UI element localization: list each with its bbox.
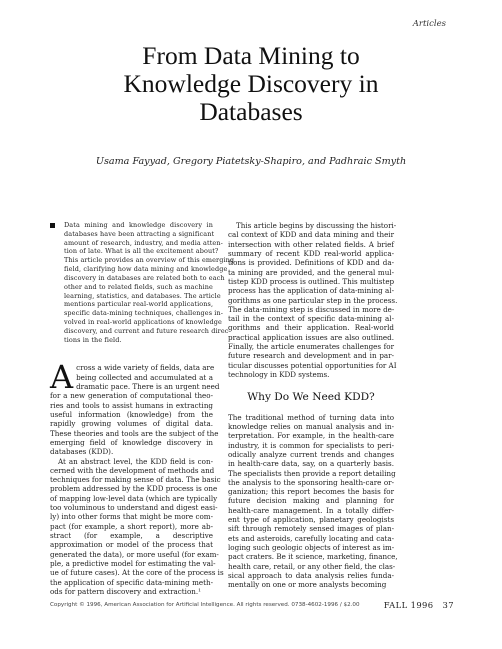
text-line: future research and development and in par- bbox=[228, 351, 394, 361]
title-line: From Data Mining to bbox=[142, 41, 360, 70]
text-line: generated the data), or more useful (for exam- bbox=[50, 549, 219, 559]
text-line: problem addressed by the KDD process is one bbox=[50, 484, 218, 494]
copyright-notice: Copyright © 1996, American Association for Artificial Intelligence. All rights reserved. 0738-4602-1996 / $2.00 bbox=[50, 602, 360, 608]
text-line: gorithms and their application. Real-world bbox=[228, 323, 394, 333]
text-line: pact (for example, a short report), more ab- bbox=[50, 521, 213, 531]
title-line: Databases bbox=[199, 97, 303, 126]
page-footer bbox=[384, 600, 454, 610]
text-line: ly) into other forms that might be more com- bbox=[50, 512, 213, 522]
text-line: intersection with other related fields. A brief bbox=[228, 239, 394, 249]
text-line: Data mining and knowledge discovery in bbox=[64, 221, 213, 229]
text-line: for a new generation of computational theo- bbox=[50, 391, 213, 401]
paragraph bbox=[50, 456, 224, 597]
author-list: Usama Fayyad, Gregory Piatetsky-Shapiro, and Padhraic Smyth bbox=[95, 156, 407, 167]
paragraph bbox=[228, 412, 398, 590]
text-line: health-care management. In a totally differ- bbox=[228, 505, 394, 515]
text-line: Finally, the article enumerates challenges for bbox=[228, 342, 394, 352]
text-line: summary of recent KDD real-world applica- bbox=[228, 248, 394, 258]
text-line: industry, it is common for specialists to peri- bbox=[228, 440, 394, 450]
text-line: ganization; this report becomes the basis for bbox=[228, 487, 394, 497]
text-line: volved in real-world applications of knowledge bbox=[64, 317, 222, 326]
page-number: 37 bbox=[442, 600, 454, 610]
text-line: These theories and tools are the subject of the bbox=[50, 428, 219, 438]
text-line: the application of specific data-mining meth- bbox=[50, 577, 213, 587]
text-line: amount of research, industry, and media atten- bbox=[64, 238, 223, 247]
text-line: knowledge relies on manual analysis and in- bbox=[228, 421, 394, 431]
issue-label: FALL 1996 bbox=[383, 600, 434, 610]
text-line: tistep KDD process is outlined. This multistep bbox=[228, 276, 395, 286]
intro-text bbox=[50, 358, 220, 457]
text-line: emerging field of knowledge discovery in bbox=[50, 437, 213, 447]
abstract-bullet-icon bbox=[50, 223, 55, 228]
text-line: discovery in databases are related both to each bbox=[64, 273, 225, 282]
text-line: This article provides an overview of this emerging bbox=[64, 256, 235, 265]
text-line: This article begins by discussing the histori- bbox=[236, 221, 397, 230]
text-line: ue of future cases). At the core of the process is bbox=[50, 568, 224, 578]
section-tag: Articles bbox=[412, 19, 446, 29]
title-line: Knowledge Discovery in bbox=[123, 69, 379, 98]
text-line: useful information (knowledge) from the bbox=[50, 409, 213, 419]
text-line: techniques for making sense of data. The basic bbox=[50, 475, 221, 485]
text-line: learning, statistics, and databases. The article bbox=[64, 291, 221, 300]
text-line: cal context of KDD and data mining and their bbox=[228, 230, 394, 240]
text-line: future decision making and planning for bbox=[228, 496, 394, 506]
text-line: The traditional method of turning data into bbox=[228, 412, 394, 422]
left-column bbox=[50, 221, 235, 596]
text-line: The data-mining step is discussed in more de- bbox=[228, 304, 395, 314]
text-line: the analysis to the sponsoring health-care or- bbox=[228, 477, 394, 487]
text-line: field, clarifying how data mining and knowledge bbox=[64, 265, 228, 274]
text-line: The specialists then provide a report detailing bbox=[228, 468, 396, 478]
text-line: At an abstract level, the KDD field is con- bbox=[58, 456, 213, 466]
text-line: cross a wide variety of fields, data are bbox=[76, 363, 215, 373]
text-line: mentally on one or more analysts becoming bbox=[228, 580, 387, 590]
text-line: tions is provided. Definitions of KDD and da- bbox=[228, 258, 394, 268]
right-column bbox=[228, 221, 398, 590]
text-line: too voluminous to understand and digest easi- bbox=[50, 503, 218, 513]
text-line: health care, retail, or any other field, the clas- bbox=[228, 561, 396, 571]
text-line: being collected and accumulated at a bbox=[76, 372, 213, 382]
text-line: ticular discusses potential opportunities for AI bbox=[228, 360, 397, 370]
section-heading: Why Do We Need KDD? bbox=[247, 391, 375, 404]
text-line: tion of late. What is all the excitement about? bbox=[64, 247, 219, 256]
text-line: approximation or model of the process that bbox=[50, 540, 213, 550]
text-line: rapidly growing volumes of digital data. bbox=[50, 419, 213, 429]
text-line: other and to related fields, such as machine bbox=[64, 282, 213, 291]
text-line: ple, a predictive model for estimating the val- bbox=[50, 558, 216, 568]
text-line: ries and tools to assist humans in extracting bbox=[50, 400, 213, 410]
text-line: mentions particular real-world applications, bbox=[64, 300, 214, 309]
text-line: sical approach to data analysis relies funda- bbox=[228, 570, 394, 580]
text-line: of mapping low-level data (which are typically bbox=[50, 493, 218, 503]
text-line: loging such geologic objects of interest as im- bbox=[228, 543, 395, 552]
text-line: specific data-mining techniques, challenges in- bbox=[64, 309, 224, 318]
text-line: pact craters. Be it science, marketing, finance, bbox=[228, 552, 398, 562]
text-line: ets and asteroids, carefully locating and cata- bbox=[228, 533, 394, 543]
text-line: process has the application of data-mining al- bbox=[228, 286, 394, 296]
intro-paragraph bbox=[50, 358, 220, 457]
text-line: databases (KDD). bbox=[50, 447, 114, 457]
text-line: tail in the context of specific data-mining al- bbox=[228, 314, 394, 324]
abstract bbox=[50, 221, 235, 344]
text-line: ods for pattern discovery and extraction.¹ bbox=[50, 586, 201, 596]
text-line: discovery, and current and future research direc- bbox=[64, 326, 231, 335]
text-line: in health-care data, say, on a quarterly basis. bbox=[228, 459, 394, 469]
text-line: practical application issues are also outlined. bbox=[228, 332, 394, 342]
text-line: sift through remotely sensed images of plan- bbox=[228, 524, 394, 534]
text-line: odically analyze current trends and changes bbox=[228, 449, 394, 459]
abstract-text bbox=[64, 221, 235, 344]
text-line: databases have been attracting a significant bbox=[64, 229, 215, 238]
text-line: technology in KDD systems. bbox=[228, 370, 330, 379]
text-line: gorithms as one particular step in the process. bbox=[228, 295, 398, 305]
text-line: stract (for example, a descriptive bbox=[50, 531, 213, 540]
text-line: ta mining are provided, and the general mul- bbox=[228, 267, 394, 277]
paragraph bbox=[228, 221, 398, 379]
text-line: ent type of application, planetary geologists bbox=[228, 515, 394, 525]
article-title bbox=[0, 42, 502, 126]
text-line: dramatic pace. There is an urgent need bbox=[76, 382, 220, 391]
text-line: cerned with the development of methods and bbox=[50, 465, 215, 475]
text-line: terpretation. For example, in the health-care bbox=[228, 431, 394, 441]
drop-cap: A bbox=[50, 358, 74, 397]
text-line: tions in the field. bbox=[64, 335, 122, 344]
left-body bbox=[50, 358, 224, 596]
